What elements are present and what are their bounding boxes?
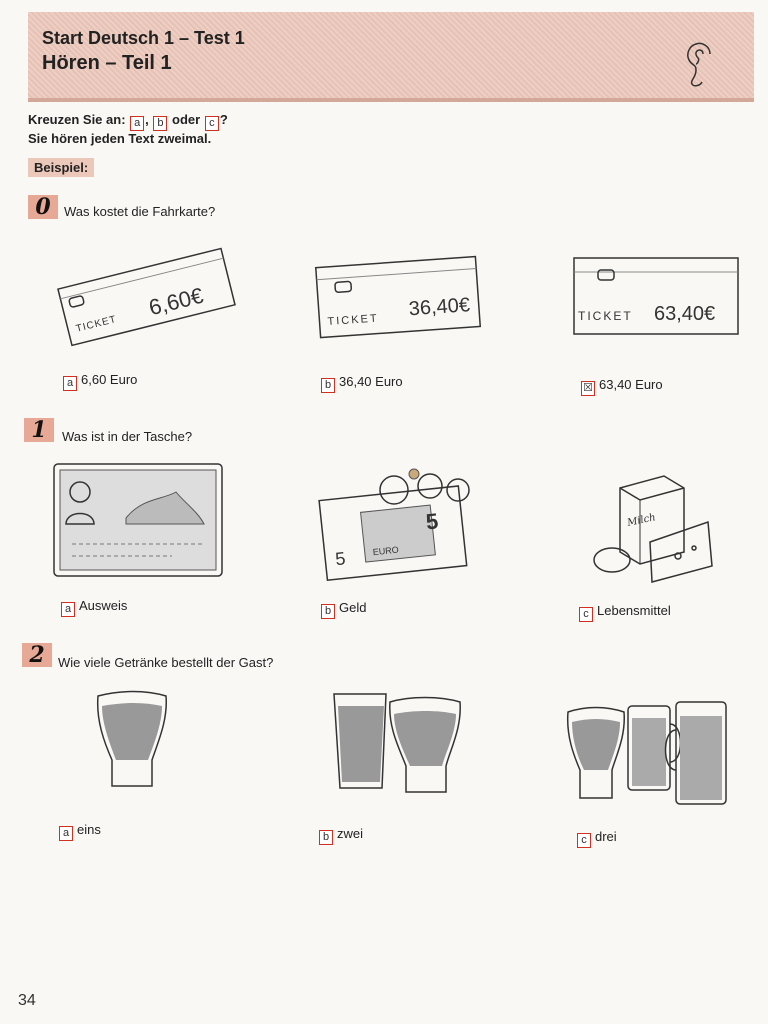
q2-option-a-label: eins: [77, 822, 101, 837]
q0-option-a[interactable]: [62, 372, 137, 391]
question-1-number: 1: [24, 418, 54, 442]
banknote-currency-text: EURO: [372, 544, 400, 558]
milk-carton-text: Milch: [626, 512, 657, 529]
question-2-number: 2: [22, 643, 52, 667]
q1-option-b[interactable]: [320, 600, 366, 619]
header-title: Start Deutsch 1 – Test 1: [42, 28, 245, 48]
id-card-illustration: [52, 462, 224, 580]
q1-option-b-label: Geld: [339, 600, 367, 615]
header-subtitle: Hören – Teil 1: [42, 52, 172, 74]
q1-option-c-label: Lebensmittel: [597, 603, 671, 618]
q0-option-b-box[interactable]: b: [321, 378, 335, 393]
q0-option-b-label: 36,40 Euro: [339, 374, 403, 389]
two-glasses-illustration: [330, 688, 470, 798]
three-glasses-illustration: [566, 700, 730, 808]
q0-option-b[interactable]: [320, 374, 403, 393]
q0-option-c[interactable]: [580, 377, 663, 396]
instruction-connector: oder: [172, 112, 201, 127]
q2-option-b-label: zwei: [337, 826, 364, 841]
question-0-number: 0: [28, 195, 58, 219]
ticket-a-illustration: [56, 240, 236, 350]
q1-option-a-label: Ausweis: [79, 598, 128, 613]
q1-option-c-box[interactable]: c: [579, 607, 593, 622]
question-1-text: Was ist in der Tasche?: [62, 429, 193, 444]
ticket-a-price: 6,60€: [146, 282, 206, 321]
ticket-c-word: TICKET: [578, 309, 633, 323]
ticket-c-price: 63,40€: [654, 303, 716, 325]
banknote-value-left: 5: [334, 548, 347, 570]
q1-option-c[interactable]: [578, 603, 671, 622]
page-header: [28, 12, 754, 102]
q1-option-b-box[interactable]: b: [321, 604, 335, 619]
q1-option-a-box[interactable]: a: [61, 602, 75, 617]
q2-option-b-box[interactable]: b: [319, 830, 333, 845]
instruction-line-1: Kreuzen Sie an: a , b oder c ?: [28, 112, 228, 129]
q0-option-c-label: 63,40 Euro: [599, 377, 663, 392]
ear-icon: [684, 40, 720, 88]
q0-option-a-label: 6,60 Euro: [81, 372, 138, 387]
ticket-a-word: TICKET: [74, 314, 118, 335]
ticket-b-illustration: [314, 250, 484, 345]
instruction-line-2: Sie hören jeden Text zweimal.: [28, 131, 212, 146]
answer-box-c: c: [205, 116, 219, 131]
instruction-prefix: Kreuzen Sie an:: [28, 112, 126, 127]
q2-option-a-box[interactable]: a: [59, 826, 73, 841]
q2-option-c-box[interactable]: c: [577, 833, 591, 848]
page-number: 34: [18, 992, 36, 1009]
banknote-value-right: 5: [424, 508, 440, 535]
q2-option-b[interactable]: [318, 826, 363, 845]
answer-box-a: a: [130, 116, 144, 131]
answer-box-b: b: [153, 116, 167, 131]
ticket-b-price: 36,40€: [408, 294, 471, 321]
ticket-c-illustration: [572, 252, 742, 342]
q1-option-a[interactable]: [60, 598, 127, 617]
money-illustration: [318, 468, 488, 580]
q0-option-a-box[interactable]: a: [63, 376, 77, 391]
ticket-b-word: TICKET: [327, 312, 379, 329]
one-glass-illustration: [90, 690, 174, 794]
q2-option-c[interactable]: [576, 829, 617, 848]
instruction-suffix: ?: [219, 112, 228, 127]
q2-option-a[interactable]: [58, 822, 101, 841]
groceries-illustration: [582, 470, 732, 582]
question-0-text: Was kostet die Fahrkarte?: [64, 204, 216, 219]
question-2-text: Wie viele Getränke bestellt der Gast?: [58, 655, 274, 670]
q0-option-c-box-checked[interactable]: ☒: [581, 381, 595, 396]
example-label: Beispiel:: [28, 158, 94, 177]
q2-option-c-label: drei: [595, 829, 617, 844]
